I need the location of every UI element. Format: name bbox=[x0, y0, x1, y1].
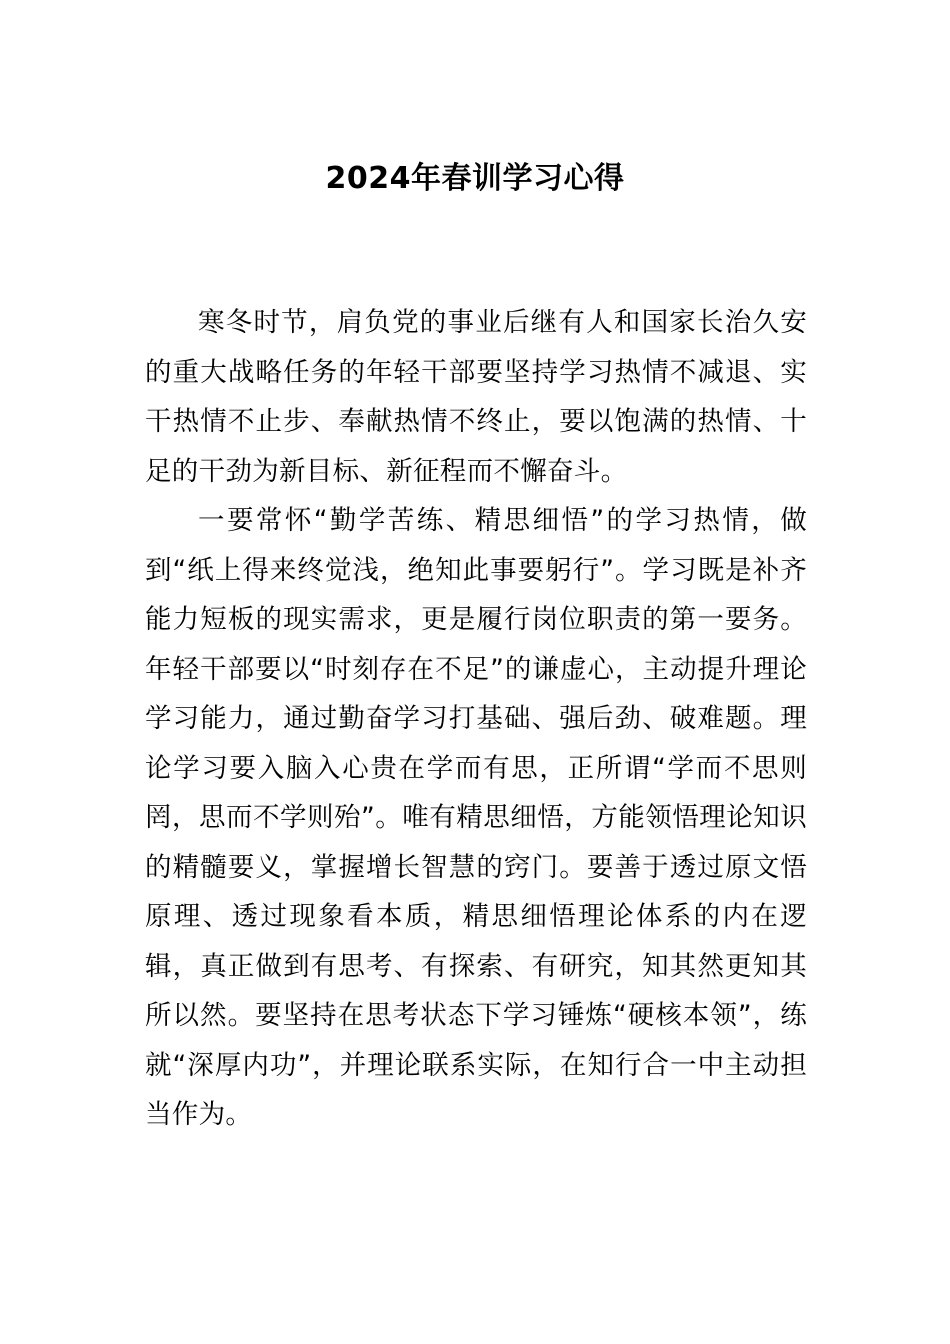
paragraph-study-enthusiasm: 一要常怀“勤学苦练、精思细悟”的学习热情，做到“纸上得来终觉浅，绝知此事要躬行”。学习既是补齐能力短板的现实需求，更是履行岗位职责的第一要务。年轻干部要以“时刻存在不足”的谦虚心，主动提升理论学习能力，通过勤奋学习打基础、强后劲、破难题。理论学习要入脑入心贵在学而有思，正所谓“学而不思则罔，思而不学则殆”。唯有精思细悟，方能领悟理论知识的精髓要义，掌握增长智慧的窍门。要善于透过原文悟原理、透过现象看本质，精思细悟理论体系的内在逻辑，真正做到有思考、有探索、有研究，知其然更知其所以然。要坚持在思考状态下学习锤炼“硬核本领”，练就“深厚内功”，并理论联系实际，在知行合一中主动担当作为。 bbox=[145, 505, 807, 1130]
document-title: 2024年春训学习心得 bbox=[325, 161, 625, 196]
document-body bbox=[145, 298, 807, 1140]
paragraph-intro: 寒冬时节，肩负党的事业后继有人和国家长治久安的重大战略任务的年轻干部要坚持学习热情不减退、实干热情不止步、奉献热情不终止，要以饱满的热情、十足的干劲为新目标、新征程而不懈奋斗。 bbox=[145, 307, 807, 487]
